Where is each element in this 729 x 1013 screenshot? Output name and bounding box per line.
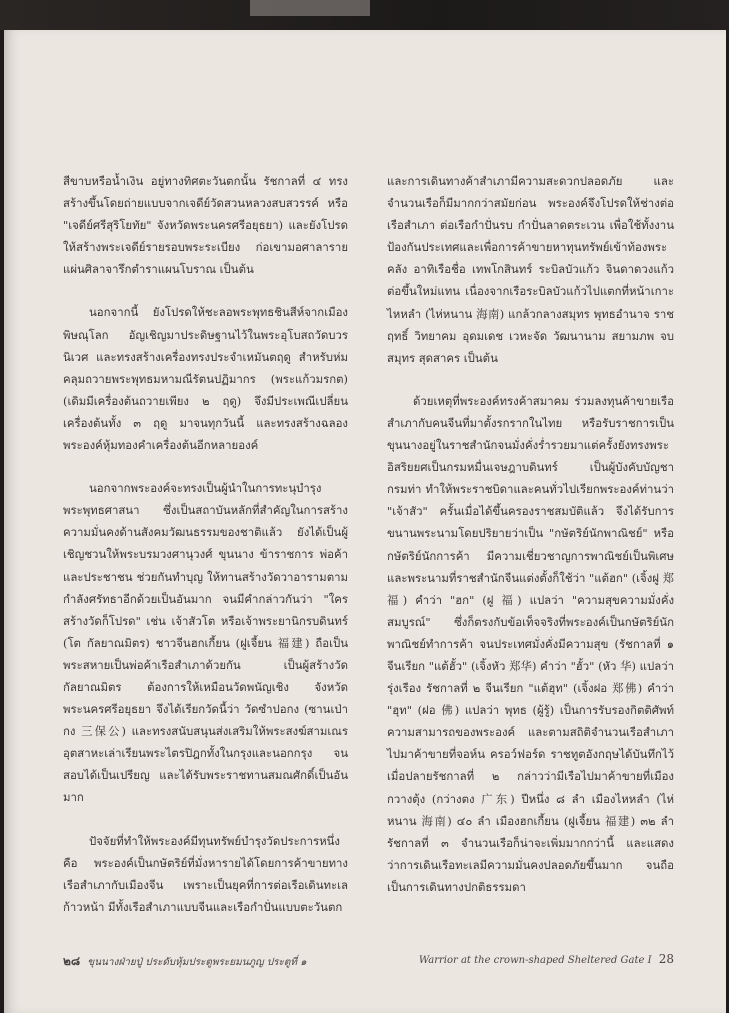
paragraph: และการเดินทางค้าสำเภามีความสะดวกปลอดภัย และจำนวนเรือก็มีมากกว่าสมัยก่อน พระองค์จึงโปรดให้ช่างต่อเรือสำเภา ต่อเรือกำปั่นรบ กำปั่นลาดตระเวน เพื่อใช้ทั้งงานป้องกันประเทศและเพื่อการค้าขายหาทุนทรัพย์เข้าท้องพระคลัง อาทิเรือชื่อ เทพโกสินทร์ ระบิลบัวแก้ว จินดาดวงแก้ว ต่อขึ้นใหม่แทน เนื่องจากเรือระบิลบัวแก้วไปแตกที่หน้าเกาะไหหลำ (ไห่หนาน 海南) แกล้วกลางสมุทร พุทธอำนาจ ราชฤทธิ์ วิทยาคม อุดมเดช เวหะจัด วัฒนานาม สยามภพ จบสมุทร สุดสาคร เป็นต้น — [387, 174, 674, 365]
paragraph: ด้วยเหตุที่พระองค์ทรงค้าสมาคม ร่วมลงทุนค้าขายเรือสำเภากับคนจีนที่มาตั้งรกรากในไทย หรือรับราชการเป็นขุนนางอยู่ในราชสำนักจนมั่งคั่งร่ำรวยมาแต่ครั้งยังทรงพระอิสริยยศเป็นกรมหมื่นเจษฎาบดินทร์ เป็นผู้บังคับบัญชากรมท่า ทำให้พระราชบิดาและคนทั่วไปเรียกพระองค์ท่านว่า "เจ้าสัว" ครั้นเมื่อได้ขึ้นครองราชสมบัติแล้ว จึงได้รับการขนานพระนามโดยปริยายว่าเป็น "กษัตริย์นักพาณิชย์" หรือกษัตริย์นักการค้า มีความเชี่ยวชาญการพาณิชย์เป็นพิเศษ และพระนามที่ราชสำนักจีนแต่งตั้งก็ใช้ว่า "แต้ฮก" (เจิ้งฝู 郑福) คำว่า "ฮก" (ฝู 福) แปลว่า "ความสุขความมั่งคั่งสมบูรณ์" ซึ่งก็ตรงกับข้อเท็จจริงที่พระองค์เป็นกษัตริย์นักพาณิชย์ทำการค้า จนประเทศมั่งคั่งมีความสุข (รัชกาลที่ ๑ จีนเรียก "แต้ฮั้ว" (เจิ้งหัว 郑华) คำว่า "ฮั้ว" (หัว 华) แปลว่า รุ่งเรือง รัชกาลที่ ๒ จีนเรียก "แต้ฮุท" (เจิ้งฝอ 郑佛) คำว่า "ฮุท" (ฝอ 佛) แปลว่า พุทธ (ผู้รู้) เป็นการรับรองกิตติศัพท์ความสามารถของพระองค์ และตามสถิติจำนวนเรือสำเภาไปมาค้าขายที่จอห์น ครอว์ฟอร์ด ราชทูตอังกฤษได้บันทึกไว้เมื่อปลายรัชกาลที่ ๒ กล่าวว่ามีเรือไปมาค้าขายที่เมืองกวางตุ้ง (กว่างตง 广东) ปีหนึ่ง ๘ ลำ เมืองไหหลำ (ไห่หนาน 海南) ๔๐ ลำ เมืองฮกเกี้ยน (ฝูเจี้ยน 福建) ๓๒ ลำ รัชกาลที่ ๓ จำนวนเรือก็น่าจะเพิ่มมากกว่านี้ และแสดงว่าการเดินเรือทะเลมีความมั่นคงปลอดภัยขึ้นมาก จนถือเป็นการเดินทางปกติธรรมดา — [387, 393, 674, 894]
paragraph: นอกจากพระองค์จะทรงเป็นผู้นำในการทะนุบำรุงพระพุทธศาสนา ซึ่งเป็นสถาบันหลักที่สำคัญในการสร้างความมั่นคงด้านสังคมวัฒนธรรมของชาติแล้ว ยังได้เป็นผู้เชิญชวนให้พระบรมวงศานุวงศ์ ขุนนาง ข้าราชการ พ่อค้าและประชาชน ช่วยกันทำบุญ ให้ทานสร้างวัดวาอารามตามกำลังศรัทธาอีกด้วยเป็นอันมาก จนมีคำกล่าวกันว่า "ใครสร้างวัดก็โปรด" เช่น เจ้าสัวโต หรือเจ้าพระยานิกรบดินทร์ (โต กัลยาณมิตร) ชาวจีนฮกเกี้ยน (ฝูเจี้ยน 福建) ถือเป็นพระสหายเป็นพ่อค้าเรือสำเภาด้วยกัน เป็นผู้สร้างวัดกัลยาณมิตร ต้องการให้เหมือนวัดพนัญเชิง จังหวัดพระนครศรีอยุธยา จึงได้เรียกวัดนี้ว่า วัดซำปอกง (ซานเป่ากง 三保公) และทรงสนับสนุนส่งเสริมให้พระสงฆ์สามเณรอุตสาหะเล่าเรียนพระไตรปิฎกทั้งในกรุงและนอกกรุง จนสอบได้เป็นเปรียญ และได้รับพระราชทานสมณศักดิ์เป็นอันมาก — [63, 481, 348, 805]
paragraph: ปัจจัยที่ทำให้พระองค์มีทุนทรัพย์บำรุงวัดประการหนึ่ง คือ พระองค์เป็นกษัตริย์ที่มั่งหารายได้โดยการค้าขายทางเรือสำเภากับเมืองจีน เพราะเป็นยุคที่การต่อเรือเดินทะเลก้าวหน้า มีทั้งเรือสำเภาแบบจีนและเรือกำปั่นแบบตะวันตก — [63, 833, 348, 914]
scan-artifact — [250, 0, 370, 16]
footer-right — [419, 952, 674, 966]
right-column — [387, 170, 674, 919]
paragraph: นอกจากนี้ ยังโปรดให้ชะลอพระพุทธชินสีห์จากเมืองพิษณุโลก อัญเชิญมาประดิษฐานไว้ในพระอุโบสถวัดบวรนิเวศ และทรงสร้างเครื่องทรงประจำเหมันตฤดู สำหรับห่มคลุมถวายพระพุทธมหามณีรัตนปฏิมากร (พระแก้วมรกต) (เดิมมีเครื่องต้นถวายเพียง ๒ ฤดู) จึงมีประเพณีเปลี่ยนเครื่องต้นทั้ง ๓ ฤดู มาจนทุกวันนี้ และทรงสร้างฉลองพระองค์หุ้มทองคำเครื่องต้นอีกหลายองค์ — [63, 305, 348, 453]
page-top-edge — [0, 0, 729, 30]
running-title-thai: ขุนนางฝ่ายปู่ ประดับหุ้มประตูพระยมนภูญ ประตูที่ ๑ — [87, 957, 307, 968]
left-column — [63, 170, 348, 939]
running-title-english: Warrior at the crown-shaped Sheltered Gate I — [418, 955, 652, 966]
page-number-thai: ๒๘ — [63, 954, 81, 968]
footer-left — [63, 952, 307, 971]
page-number: 28 — [658, 952, 674, 966]
paragraph: สีขาบหรือน้ำเงิน อยู่ทางทิศตะวันตกนั้น รัชกาลที่ ๔ ทรงสร้างขึ้นโดยถ่ายแบบจากเจดีย์วัดสวนหลวงสบสวรรค์ หรือ "เจดีย์ศรีสุริโยทัย" จังหวัดพระนครศรีอยุธยา) และยังโปรดให้สร้างพระเจดีย์รายรอบพระระเบียง ก่อเขามอศาลาราย แผ่นศิลาจารึกตำราแผนโบราณ เป็นต้น — [63, 174, 348, 277]
